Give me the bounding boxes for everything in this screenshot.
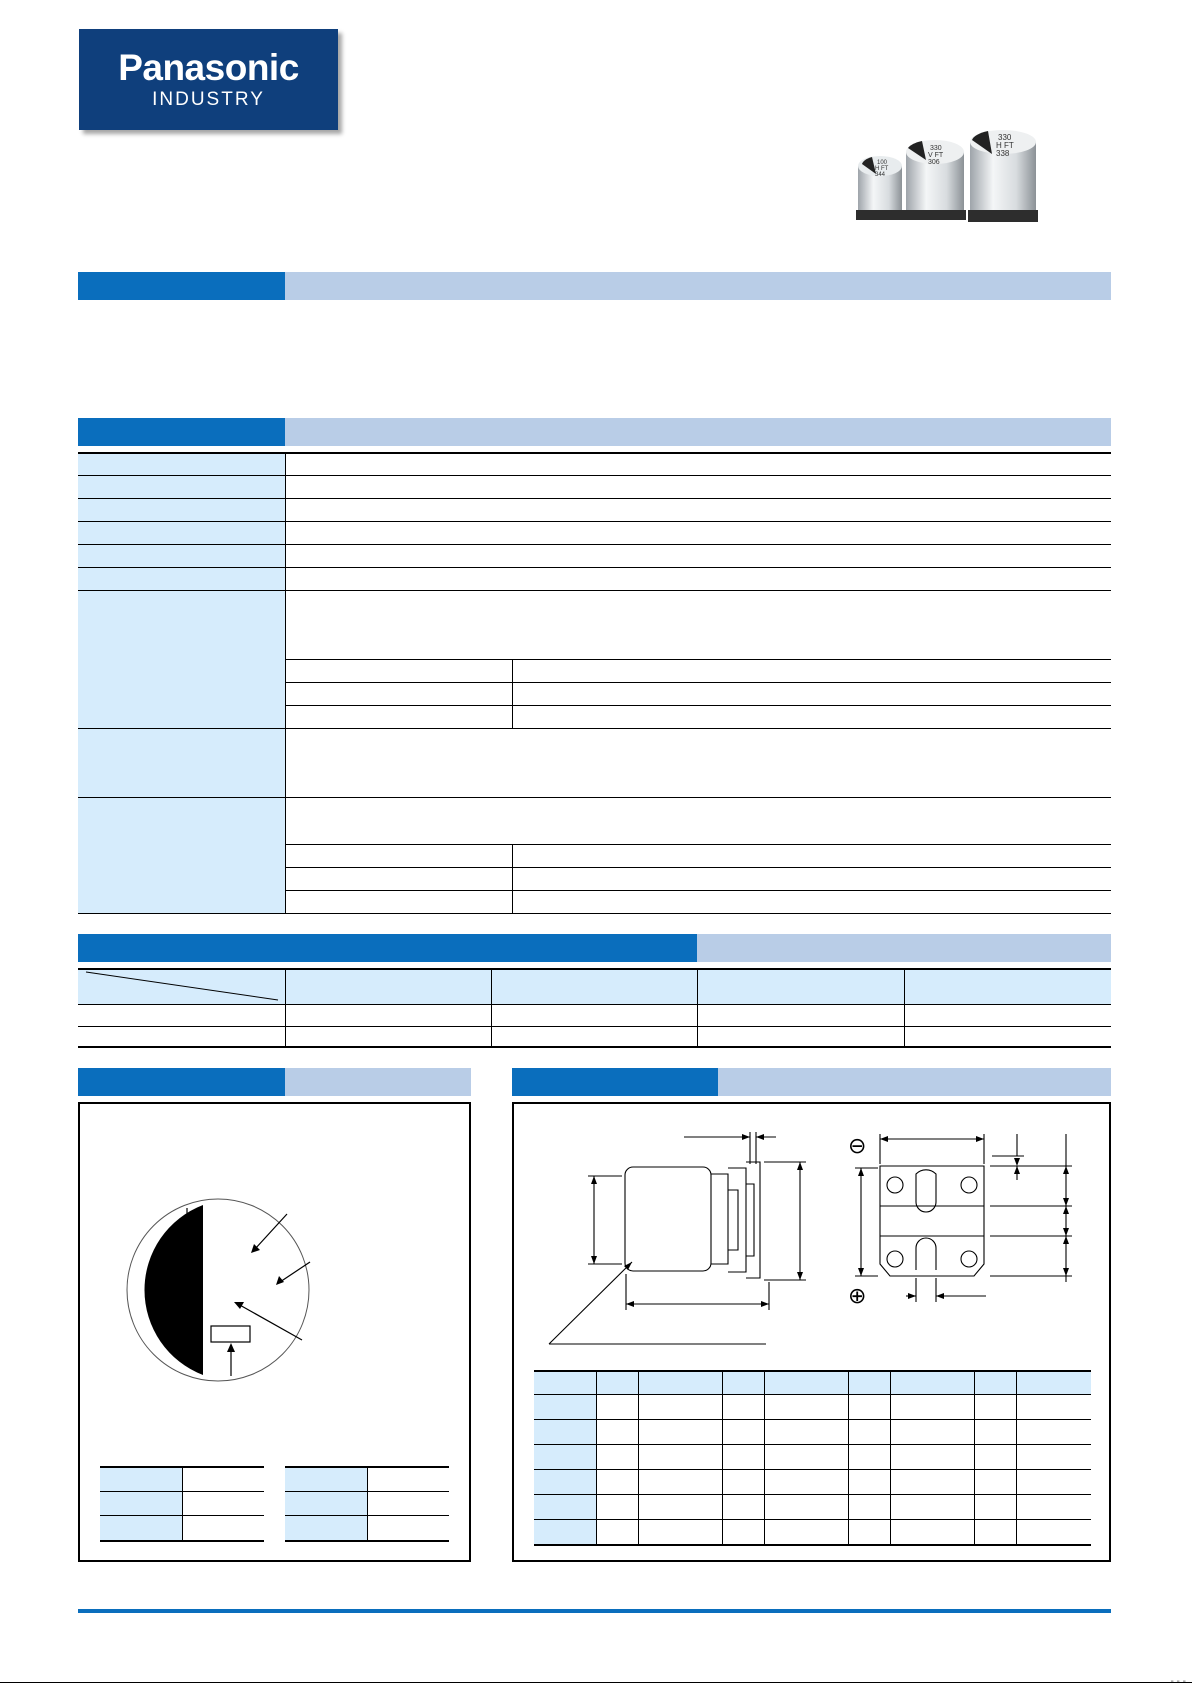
division-name: INDUSTRY (152, 89, 265, 110)
section-bar-ratings-tab (78, 934, 697, 962)
plus-polarity-icon: ⊕ (848, 1284, 867, 1309)
footer-rule (78, 1609, 1111, 1613)
section-bar-dimensions-tab (512, 1068, 718, 1096)
product-photo (850, 130, 1050, 226)
section-bar-ratings (78, 934, 1111, 962)
cap-marking-4: 330 (930, 145, 942, 152)
cap-marking-7: 330 (998, 133, 1012, 142)
ratings-corner-diagonal (78, 970, 285, 1004)
marking-box (78, 1102, 471, 1562)
page-marker: - - - (1170, 1676, 1186, 1687)
ratings-table (78, 968, 1111, 1048)
section-bar-marking (78, 1068, 471, 1096)
spec-label-cell (78, 729, 285, 797)
capacitor-small (856, 156, 904, 220)
section-bar-specifications-tab (78, 418, 285, 446)
section-bar-dimensions (512, 1068, 1111, 1096)
capacitor-medium (904, 140, 966, 220)
marking-table-left (100, 1466, 264, 1542)
cap-marking-8: H FT (996, 141, 1014, 150)
spec-label-cell (78, 499, 285, 521)
spec-label-cell (78, 591, 285, 728)
section-bar-marking-tab (78, 1068, 285, 1096)
panasonic-logo (79, 29, 338, 130)
spec-label-cell (78, 476, 285, 498)
cap-marking-3: 344 (875, 172, 886, 178)
cap-marking-2: H FT (875, 166, 889, 172)
spec-label-cell (78, 522, 285, 544)
brand-name: Panasonic (118, 47, 299, 88)
dimensions-table (534, 1370, 1091, 1546)
cap-marking-5: V FT (928, 152, 944, 159)
spec-label-cell (78, 798, 285, 913)
marking-table-right (285, 1466, 449, 1542)
minus-polarity-icon: ⊖ (848, 1134, 867, 1159)
specifications-table (78, 452, 1111, 914)
cap-marking-9: 338 (996, 149, 1010, 158)
spec-label-cell (78, 545, 285, 567)
section-bar-features-tab (78, 272, 285, 300)
spec-label-cell (78, 568, 285, 590)
cap-marking-1: 100 (877, 160, 888, 166)
page-bottom-rule (0, 1682, 1192, 1683)
dimensions-box (512, 1102, 1111, 1562)
capacitor-large (968, 130, 1038, 222)
spec-label-cell (78, 453, 285, 475)
section-bar-specifications (78, 418, 1111, 446)
section-bar-features (78, 272, 1111, 300)
cap-marking-6: 306 (928, 159, 940, 166)
